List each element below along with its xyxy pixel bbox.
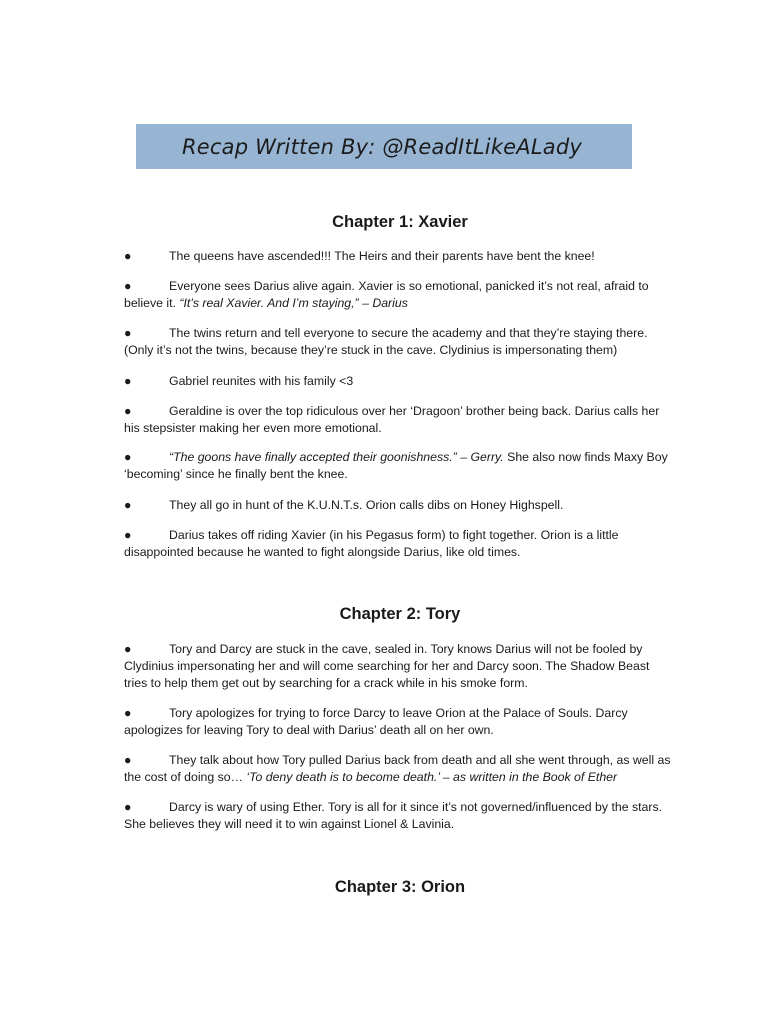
chapter-1-bullet-5 <box>124 403 676 437</box>
bullet-text: They talk about how Tory pulled Darius back from death and all she went through, as well as the cost of doing so… <box>124 753 671 784</box>
bullet-dot: ● <box>124 374 132 388</box>
chapter-2-heading: Chapter 2: Tory <box>339 605 461 623</box>
bullet-text: Darius takes off riding Xavier (in his Pegasus form) to fight together. Orion is a little disappointed because he wanted to fight alongside Darius, like old times. <box>124 528 619 559</box>
bullet-text: The queens have ascended!!! The Heirs and their parents have bent the knee! <box>169 249 595 263</box>
chapter-1-bullet-1 <box>124 248 676 265</box>
banner-text: Recap Written By: @ReadItLikeALady <box>182 134 582 159</box>
chapter-1-bullet-6 <box>124 449 676 483</box>
bullet-dot: ● <box>124 706 132 720</box>
bullet-dot: ● <box>124 279 132 293</box>
recap-author-banner <box>136 124 632 169</box>
bullet-dot: ● <box>124 528 132 542</box>
bullet-text: Gabriel reunites with his family <3 <box>169 374 354 388</box>
chapter-1-heading: Chapter 1: Xavier <box>332 213 468 231</box>
bullet-quote: “The goons have finally accepted their goonishness.” – Gerry. <box>169 450 504 464</box>
chapter-2-bullet-4 <box>124 799 676 833</box>
bullet-text: Everyone sees Darius alive again. Xavier is so emotional, panicked it’s not real, afraid to believe it. <box>124 279 649 310</box>
bullet-text: Tory and Darcy are stuck in the cave, sealed in. Tory knows Darius will not be fooled by Clydinius impersonating her and will come searching for her and Darcy soon. The Shadow Beast tries to help them get out by searching for a crack while in his smoke form. <box>124 642 650 690</box>
chapter-1-bullet-8 <box>124 527 676 561</box>
bullet-dot: ● <box>124 753 132 767</box>
bullet-dot: ● <box>124 326 132 340</box>
bullet-dot: ● <box>124 450 132 464</box>
bullet-quote: “It’s real Xavier. And I’m staying,” – Darius <box>179 296 408 310</box>
chapter-1-bullet-2 <box>124 278 676 312</box>
chapter-1-bullet-4 <box>124 373 676 390</box>
chapter-2-bullet-1 <box>124 641 676 692</box>
chapter-1-bullet-3 <box>124 325 676 359</box>
bullet-text: They all go in hunt of the K.U.N.T.s. Orion calls dibs on Honey Highspell. <box>169 498 564 512</box>
bullet-dot: ● <box>124 249 132 263</box>
bullet-dot: ● <box>124 800 132 814</box>
bullet-text: The twins return and tell everyone to secure the academy and that they’re staying there. (Only it’s not the twins, because they’re stuck in the cave. Clydinius is impersonating them) <box>124 326 648 357</box>
bullet-text: Darcy is wary of using Ether. Tory is all for it since it’s not governed/influenced by the stars. She believes they will need it to win against Lionel & Lavinia. <box>124 800 663 831</box>
bullet-text: Tory apologizes for trying to force Darcy to leave Orion at the Palace of Souls. Darcy apologizes for leaving Tory to deal with Darius’ death all on her own. <box>124 706 628 737</box>
bullet-dot: ● <box>124 404 132 418</box>
chapter-3-heading: Chapter 3: Orion <box>334 878 466 896</box>
bullet-dot: ● <box>124 642 132 656</box>
chapter-1-bullet-7 <box>124 497 676 514</box>
bullet-text: She also now finds Maxy Boy ‘becoming’ since he finally bent the knee. <box>124 450 668 481</box>
chapter-2-bullet-3 <box>124 752 676 786</box>
bullet-dot: ● <box>124 498 132 512</box>
bullet-text: Geraldine is over the top ridiculous over her ‘Dragoon’ brother being back. Darius calls her his stepsister making her even more emotional. <box>124 404 660 435</box>
chapter-2-bullet-2 <box>124 705 676 739</box>
bullet-quote: ‘To deny death is to become death.’ – as written in the Book of Ether <box>246 770 618 784</box>
